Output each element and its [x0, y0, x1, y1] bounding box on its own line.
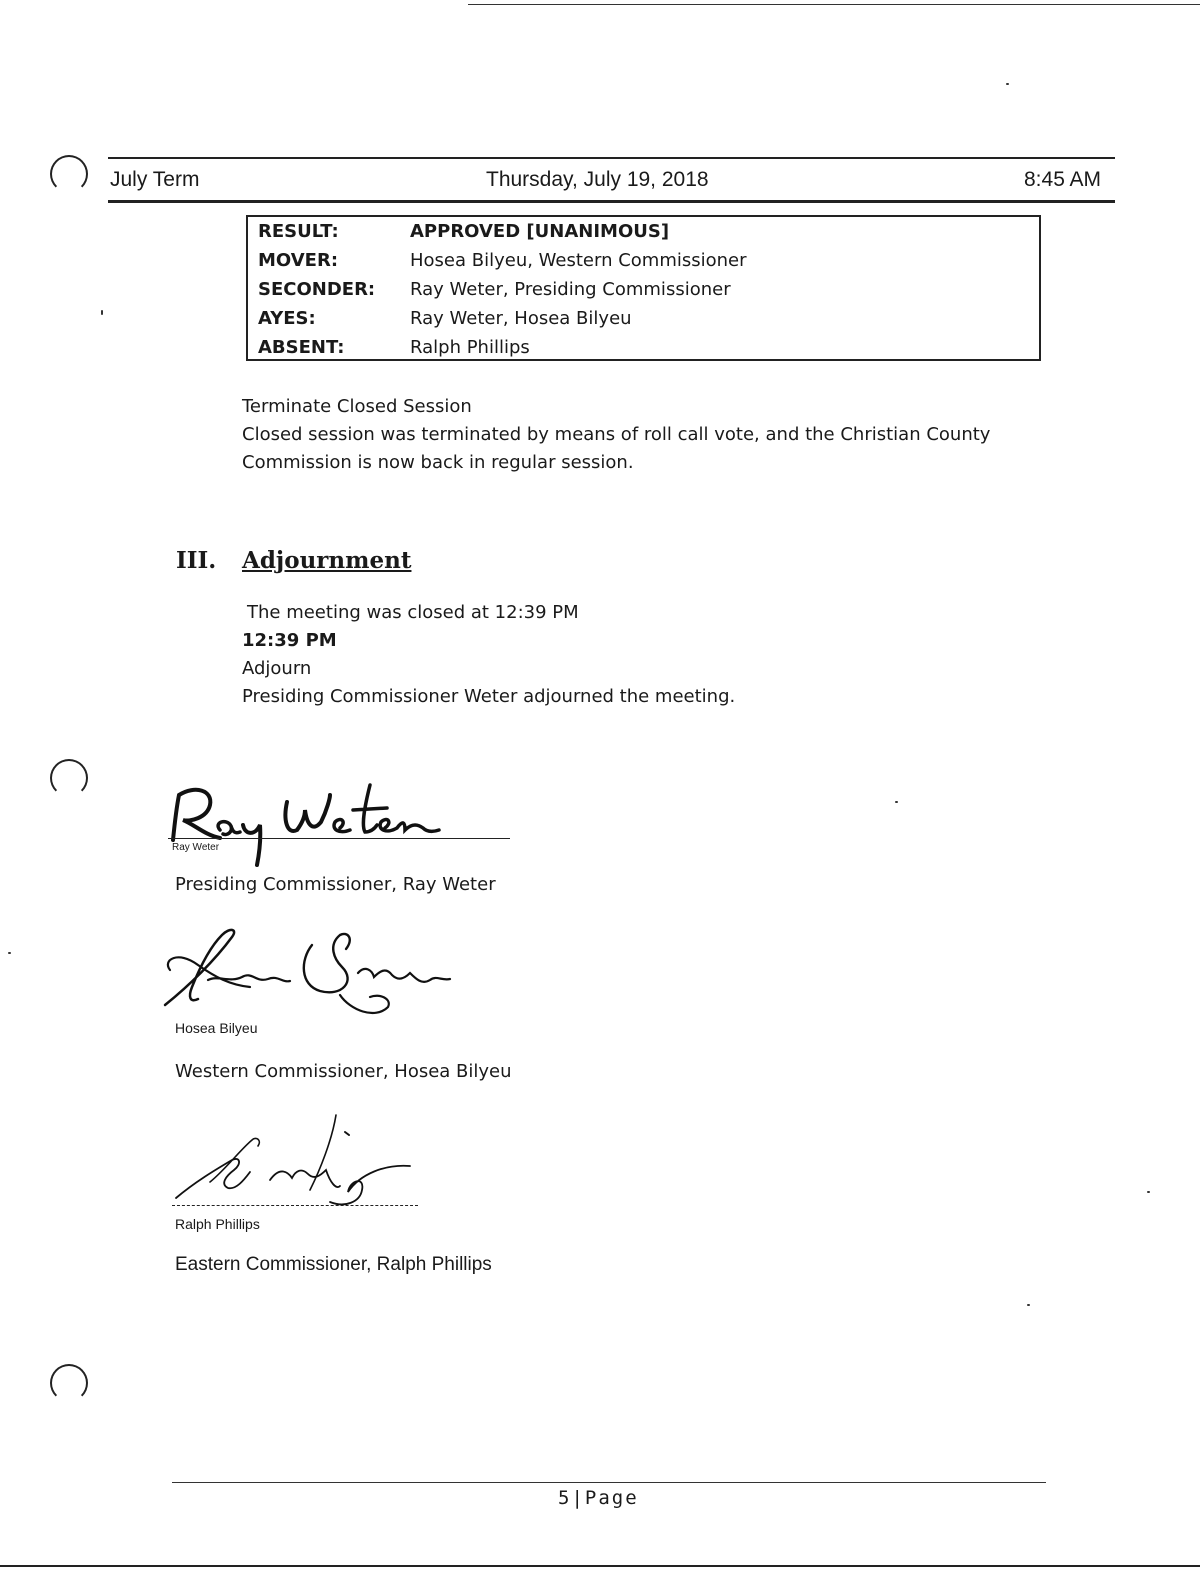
signature-line: [172, 1205, 418, 1206]
signer-title: Western Commissioner, Hosea Bilyeu: [175, 1061, 512, 1082]
vote-label: AYES:: [258, 308, 316, 329]
signature-ralph-phillips: [170, 1110, 430, 1215]
section-number: III.: [176, 547, 217, 574]
vote-label: ABSENT:: [258, 337, 345, 358]
adjourn-item: Adjourn: [242, 658, 312, 679]
page-footer: [558, 1487, 639, 1509]
header-rule-top: [108, 157, 1115, 159]
page-label: Page: [584, 1487, 639, 1509]
scan-speck: [895, 801, 898, 803]
vote-label: MOVER:: [258, 250, 339, 271]
scan-speck: [1147, 1191, 1150, 1193]
header-time: 8:45 AM: [1024, 168, 1102, 191]
meeting-closed-note: The meeting was closed at 12:39 PM: [247, 602, 579, 623]
scan-speck: [1006, 83, 1009, 85]
vote-value: Ray Weter, Hosea Bilyeu: [410, 308, 632, 329]
vote-result-box: [246, 215, 1041, 361]
vote-label: RESULT:: [258, 221, 339, 242]
scan-speck: [8, 952, 11, 954]
scan-speck: [1027, 1304, 1030, 1306]
footer-rule: [172, 1482, 1046, 1483]
header-term: July Term: [110, 168, 200, 191]
vote-value: Hosea Bilyeu, Western Commissioner: [410, 250, 747, 271]
closed-session-text-line1: Closed session was terminated by means of roll call vote, and the Christian County: [242, 424, 991, 445]
punch-hole-bottom: [50, 1364, 88, 1402]
adjourn-description: Presiding Commissioner Weter adjourned the meeting.: [242, 686, 736, 707]
header-date: Thursday, July 19, 2018: [486, 168, 709, 191]
punch-hole-middle: [50, 759, 88, 797]
signature-line: [168, 838, 510, 839]
signature-ray-weter: [165, 770, 465, 870]
page-number: 5: [558, 1487, 572, 1509]
signature-hosea-bilyeu: [160, 925, 460, 1025]
punch-hole-top: [50, 155, 88, 193]
scan-edge-line-top: [468, 4, 1200, 5]
closed-session-heading: Terminate Closed Session: [242, 396, 472, 417]
page-separator: |: [571, 1487, 585, 1509]
scan-edge-line-bottom: [0, 1565, 1200, 1567]
signer-title: Presiding Commissioner, Ray Weter: [175, 874, 496, 895]
signer-title: Eastern Commissioner, Ralph Phillips: [175, 1254, 492, 1275]
vote-value: Ray Weter, Presiding Commissioner: [410, 279, 731, 300]
adjourn-time: 12:39 PM: [242, 630, 337, 651]
vote-value: APPROVED [UNANIMOUS]: [410, 221, 670, 242]
header-rule-bottom: [108, 200, 1115, 203]
signature-printed-name: Ralph Phillips: [175, 1216, 260, 1232]
section-title: Adjournment: [242, 547, 412, 574]
signature-printed-name: Ray Weter: [172, 842, 220, 853]
closed-session-text-line2: Commission is now back in regular session.: [242, 452, 634, 473]
vote-label: SECONDER:: [258, 279, 376, 300]
vote-value: Ralph Phillips: [410, 337, 530, 358]
scan-speck: [101, 310, 103, 315]
signature-printed-name: Hosea Bilyeu: [175, 1020, 258, 1036]
